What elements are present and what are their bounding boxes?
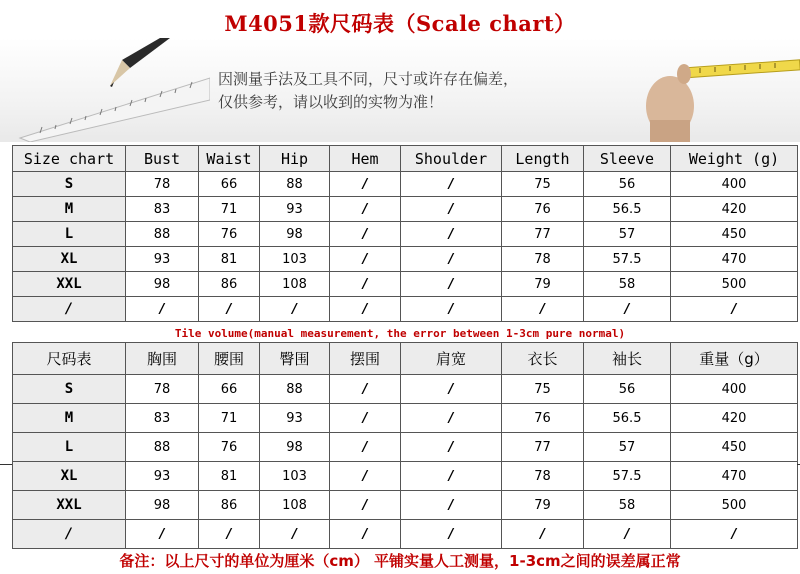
value-cell: 66 [199, 172, 260, 197]
col-header: 袖长 [584, 343, 671, 375]
divider-line [0, 464, 12, 465]
value-cell: 98 [260, 222, 330, 247]
value-cell: 78 [502, 247, 584, 272]
value-cell: / [401, 404, 502, 433]
disclaimer-line-1: 因测量手法及工具不同，尺寸或许存在偏差， [218, 70, 519, 88]
value-cell: / [502, 297, 584, 322]
value-cell: / [126, 297, 199, 322]
value-cell: 81 [199, 462, 260, 491]
value-cell: / [330, 172, 401, 197]
table-header-row [13, 343, 798, 375]
value-cell: / [401, 222, 502, 247]
col-header: 摆围 [330, 343, 401, 375]
size-cell: M [13, 197, 126, 222]
value-cell: / [199, 520, 260, 549]
value-cell: 57 [584, 222, 671, 247]
value-cell: 71 [199, 404, 260, 433]
value-cell: / [330, 404, 401, 433]
value-cell: / [671, 297, 798, 322]
table-row [13, 172, 798, 197]
value-cell: 88 [126, 433, 199, 462]
value-cell: 88 [260, 172, 330, 197]
value-cell: / [199, 297, 260, 322]
value-cell: / [401, 375, 502, 404]
value-cell: 93 [260, 197, 330, 222]
value-cell: 78 [502, 462, 584, 491]
value-cell: 108 [260, 272, 330, 297]
value-cell: / [330, 222, 401, 247]
value-cell: / [401, 197, 502, 222]
value-cell: 400 [671, 375, 798, 404]
table-row [13, 520, 798, 549]
value-cell: / [330, 491, 401, 520]
value-cell: / [401, 491, 502, 520]
table-row [13, 297, 798, 322]
value-cell: 420 [671, 404, 798, 433]
value-cell: / [330, 297, 401, 322]
size-cell: / [13, 297, 126, 322]
col-header: Length [502, 146, 584, 172]
col-header: Hip [260, 146, 330, 172]
table-header-row [13, 146, 798, 172]
value-cell: 77 [502, 222, 584, 247]
value-cell: 76 [502, 404, 584, 433]
size-cell: XL [13, 247, 126, 272]
table-row [13, 197, 798, 222]
value-cell: / [401, 272, 502, 297]
table-row [13, 433, 798, 462]
disclaimer-line-2: 仅供参考，请以收到的实物为准！ [218, 93, 444, 111]
value-cell: 420 [671, 197, 798, 222]
value-cell: 98 [126, 491, 199, 520]
value-cell: 470 [671, 462, 798, 491]
value-cell: / [502, 520, 584, 549]
value-cell: 93 [126, 247, 199, 272]
value-cell: 75 [502, 172, 584, 197]
table-row [13, 462, 798, 491]
value-cell: 500 [671, 491, 798, 520]
value-cell: 58 [584, 491, 671, 520]
value-cell: 470 [671, 247, 798, 272]
hand-holding-tape-measure-icon [640, 54, 800, 142]
value-cell: / [584, 297, 671, 322]
size-cell: M [13, 404, 126, 433]
value-cell: 108 [260, 491, 330, 520]
size-cell: XXL [13, 491, 126, 520]
col-header: 胸围 [126, 343, 199, 375]
value-cell: 56.5 [584, 404, 671, 433]
value-cell: 78 [126, 375, 199, 404]
value-cell: 57.5 [584, 462, 671, 491]
col-header: 衣长 [502, 343, 584, 375]
value-cell: 103 [260, 247, 330, 272]
table-row [13, 222, 798, 247]
value-cell: 88 [126, 222, 199, 247]
value-cell: 76 [502, 197, 584, 222]
value-cell: / [330, 272, 401, 297]
value-cell: / [260, 297, 330, 322]
value-cell: 98 [126, 272, 199, 297]
size-cell: L [13, 222, 126, 247]
value-cell: / [401, 172, 502, 197]
col-header: Size chart [13, 146, 126, 172]
value-cell: 76 [199, 222, 260, 247]
value-cell: / [671, 520, 798, 549]
value-cell: 93 [126, 462, 199, 491]
page-title: M4051款尺码表（Scale chart） [224, 11, 576, 36]
value-cell: 86 [199, 272, 260, 297]
value-cell: 93 [260, 404, 330, 433]
value-cell: / [330, 520, 401, 549]
value-cell: / [330, 247, 401, 272]
value-cell: 76 [199, 433, 260, 462]
size-cell: S [13, 172, 126, 197]
size-table-english [12, 145, 798, 322]
size-cell: XXL [13, 272, 126, 297]
value-cell: / [330, 197, 401, 222]
table-row [13, 272, 798, 297]
value-cell: / [330, 433, 401, 462]
col-header: Weight (g) [671, 146, 798, 172]
col-header: 腰围 [199, 343, 260, 375]
value-cell: / [126, 520, 199, 549]
value-cell: / [401, 520, 502, 549]
value-cell: 79 [502, 272, 584, 297]
col-header: 臀围 [260, 343, 330, 375]
value-cell: 56 [584, 172, 671, 197]
value-cell: 75 [502, 375, 584, 404]
table-body [13, 375, 798, 549]
value-cell: 500 [671, 272, 798, 297]
ruler-and-pencil-icon [10, 38, 210, 142]
value-cell: / [401, 433, 502, 462]
value-cell: 103 [260, 462, 330, 491]
size-cell: S [13, 375, 126, 404]
size-cell: / [13, 520, 126, 549]
value-cell: / [330, 462, 401, 491]
value-cell: 66 [199, 375, 260, 404]
value-cell: 83 [126, 197, 199, 222]
value-cell: 78 [126, 172, 199, 197]
value-cell: / [330, 375, 401, 404]
value-cell: 56.5 [584, 197, 671, 222]
value-cell: 83 [126, 404, 199, 433]
value-cell: / [260, 520, 330, 549]
col-header: Bust [126, 146, 199, 172]
table-row [13, 247, 798, 272]
value-cell: / [401, 297, 502, 322]
footer-note: 备注：以上尺寸的单位为厘米（cm） 平铺实量人工测量，1-3cm之间的误差属正常 [119, 552, 681, 570]
col-header: 肩宽 [401, 343, 502, 375]
value-cell: 57.5 [584, 247, 671, 272]
col-header: 重量（g） [671, 343, 798, 375]
value-cell: 400 [671, 172, 798, 197]
value-cell: 57 [584, 433, 671, 462]
value-cell: 86 [199, 491, 260, 520]
col-header: Waist [199, 146, 260, 172]
size-table-chinese [12, 342, 798, 549]
table-row [13, 375, 798, 404]
measurement-disclaimer [218, 68, 638, 114]
value-cell: 77 [502, 433, 584, 462]
value-cell: / [401, 247, 502, 272]
col-header: 尺码表 [13, 343, 126, 375]
col-header: Sleeve [584, 146, 671, 172]
banner [0, 38, 800, 142]
value-cell: / [401, 462, 502, 491]
value-cell: 79 [502, 491, 584, 520]
measurement-note: Tile volume(manual measurement, the error between 1-3cm pure normal) [174, 327, 626, 340]
value-cell: 81 [199, 247, 260, 272]
table-row [13, 491, 798, 520]
value-cell: 71 [199, 197, 260, 222]
value-cell: 88 [260, 375, 330, 404]
value-cell: 56 [584, 375, 671, 404]
table-row [13, 404, 798, 433]
col-header: Shoulder [401, 146, 502, 172]
value-cell: 450 [671, 433, 798, 462]
value-cell: / [584, 520, 671, 549]
value-cell: 58 [584, 272, 671, 297]
col-header: Hem [330, 146, 401, 172]
size-cell: XL [13, 462, 126, 491]
value-cell: 98 [260, 433, 330, 462]
table-body [13, 172, 798, 322]
value-cell: 450 [671, 222, 798, 247]
size-cell: L [13, 433, 126, 462]
